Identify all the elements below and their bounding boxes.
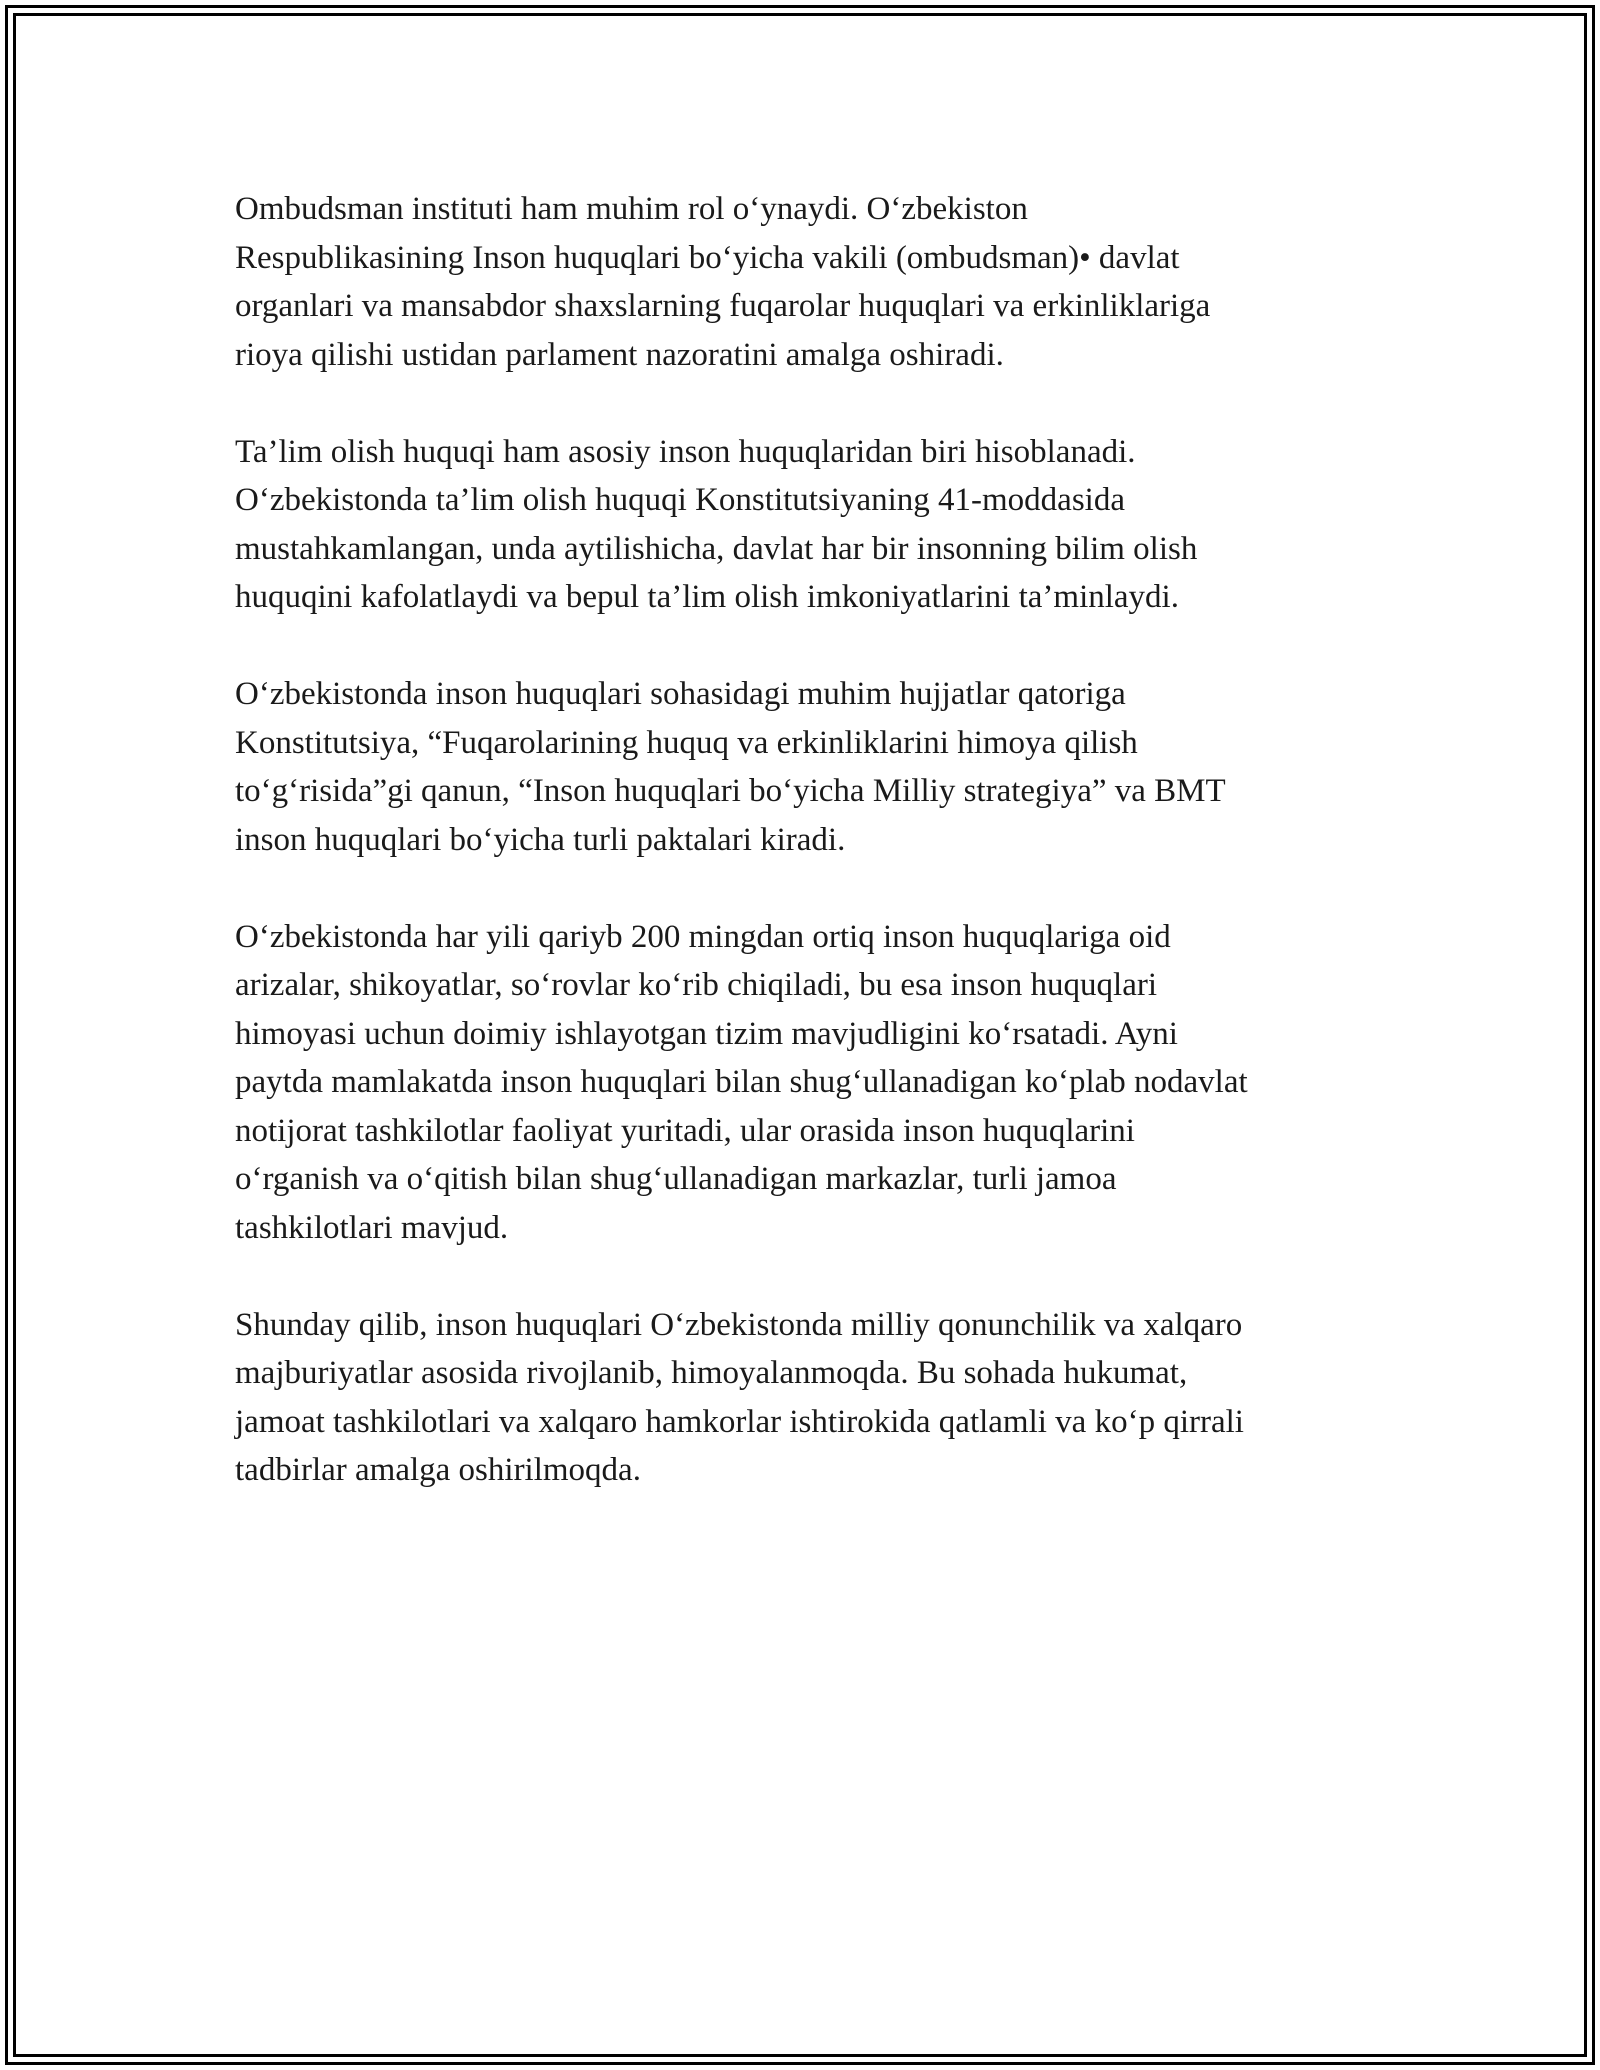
text-line: himoyasi uchun doimiy ishlayotgan tizim mavjudligini ko‘rsatadi. Ayni [235, 1015, 1178, 1052]
text-line: inson huquqlari bo‘yicha turli paktalari kiradi. [235, 821, 846, 858]
paragraph-conclusion [235, 1301, 1375, 1495]
text-line: jamoat tashkilotlari va xalqaro hamkorlar ishtirokida qatlamli va ko‘p qirrali [235, 1403, 1244, 1440]
paragraph-education-right [235, 428, 1375, 622]
text-line: to‘g‘risida”gi qanun, “Inson huquqlari bo‘yicha Milliy strategiya” va BMT [235, 773, 1226, 809]
text-line: tadbirlar amalga oshirilmoqda. [235, 1452, 641, 1488]
text-line: Konstitutsiya, “Fuqarolarining huquq va erkinliklarini himoya qilish [235, 724, 1138, 761]
text-line: rioya qilishi ustidan parlament nazoratini amalga oshiradi. [235, 336, 1004, 373]
text-line: huquqini kafolatlaydi va bepul ta’lim olish imkoniyatlarini ta’minlaydi. [235, 579, 1179, 615]
text-line: O‘zbekistonda har yili qariyb 200 mingdan ortiq inson huquqlariga oid [235, 918, 1171, 955]
paragraph-ombudsman [235, 185, 1375, 379]
text-line: Shunday qilib, inson huquqlari O‘zbekistonda milliy qonunchilik va xalqaro [235, 1306, 1243, 1343]
text-line: Ta’lim olish huquqi ham asosiy inson huquqlaridan biri hisoblanadi. [235, 433, 1136, 470]
text-line: Respublikasining Inson huquqlari bo‘yicha vakili (ombudsman)• davlat [235, 239, 1180, 276]
text-line: organlari va mansabdor shaxslarning fuqarolar huquqlari va erkinliklariga [235, 288, 1211, 324]
text-line: O‘zbekistonda ta’lim olish huquqi Konstitutsiyaning 41-moddasida [235, 482, 1125, 518]
text-line: O‘zbekistonda inson huquqlari sohasidagi muhim hujjatlar qatoriga [235, 676, 1126, 712]
text-line: Ombudsman instituti ham muhim rol o‘ynaydi. O‘zbekiston [235, 191, 1028, 227]
text-line: arizalar, shikoyatlar, so‘rovlar ko‘rib chiqiladi, bu esa inson huquqlari [235, 967, 1158, 1003]
text-line: paytda mamlakatda inson huquqlari bilan shug‘ullanadigan ko‘plab nodavlat [235, 1064, 1248, 1100]
paragraph-appeals-statistics [235, 913, 1375, 1253]
text-line: mustahkamlangan, unda aytilishicha, davlat har bir insonning bilim olish [235, 530, 1198, 567]
text-line: tashkilotlari mavjud. [235, 1209, 509, 1246]
paragraph-key-documents [235, 670, 1375, 864]
text-line: notijorat tashkilotlar faoliyat yuritadi, ular orasida inson huquqlarini [235, 1112, 1135, 1149]
text-line: o‘rganish va o‘qitish bilan shug‘ullanadigan markazlar, turli jamoa [235, 1161, 1117, 1197]
document-body [235, 185, 1375, 1543]
text-line: majburiyatlar asosida rivojlanib, himoyalanmoqda. Bu sohada hukumat, [235, 1355, 1188, 1391]
